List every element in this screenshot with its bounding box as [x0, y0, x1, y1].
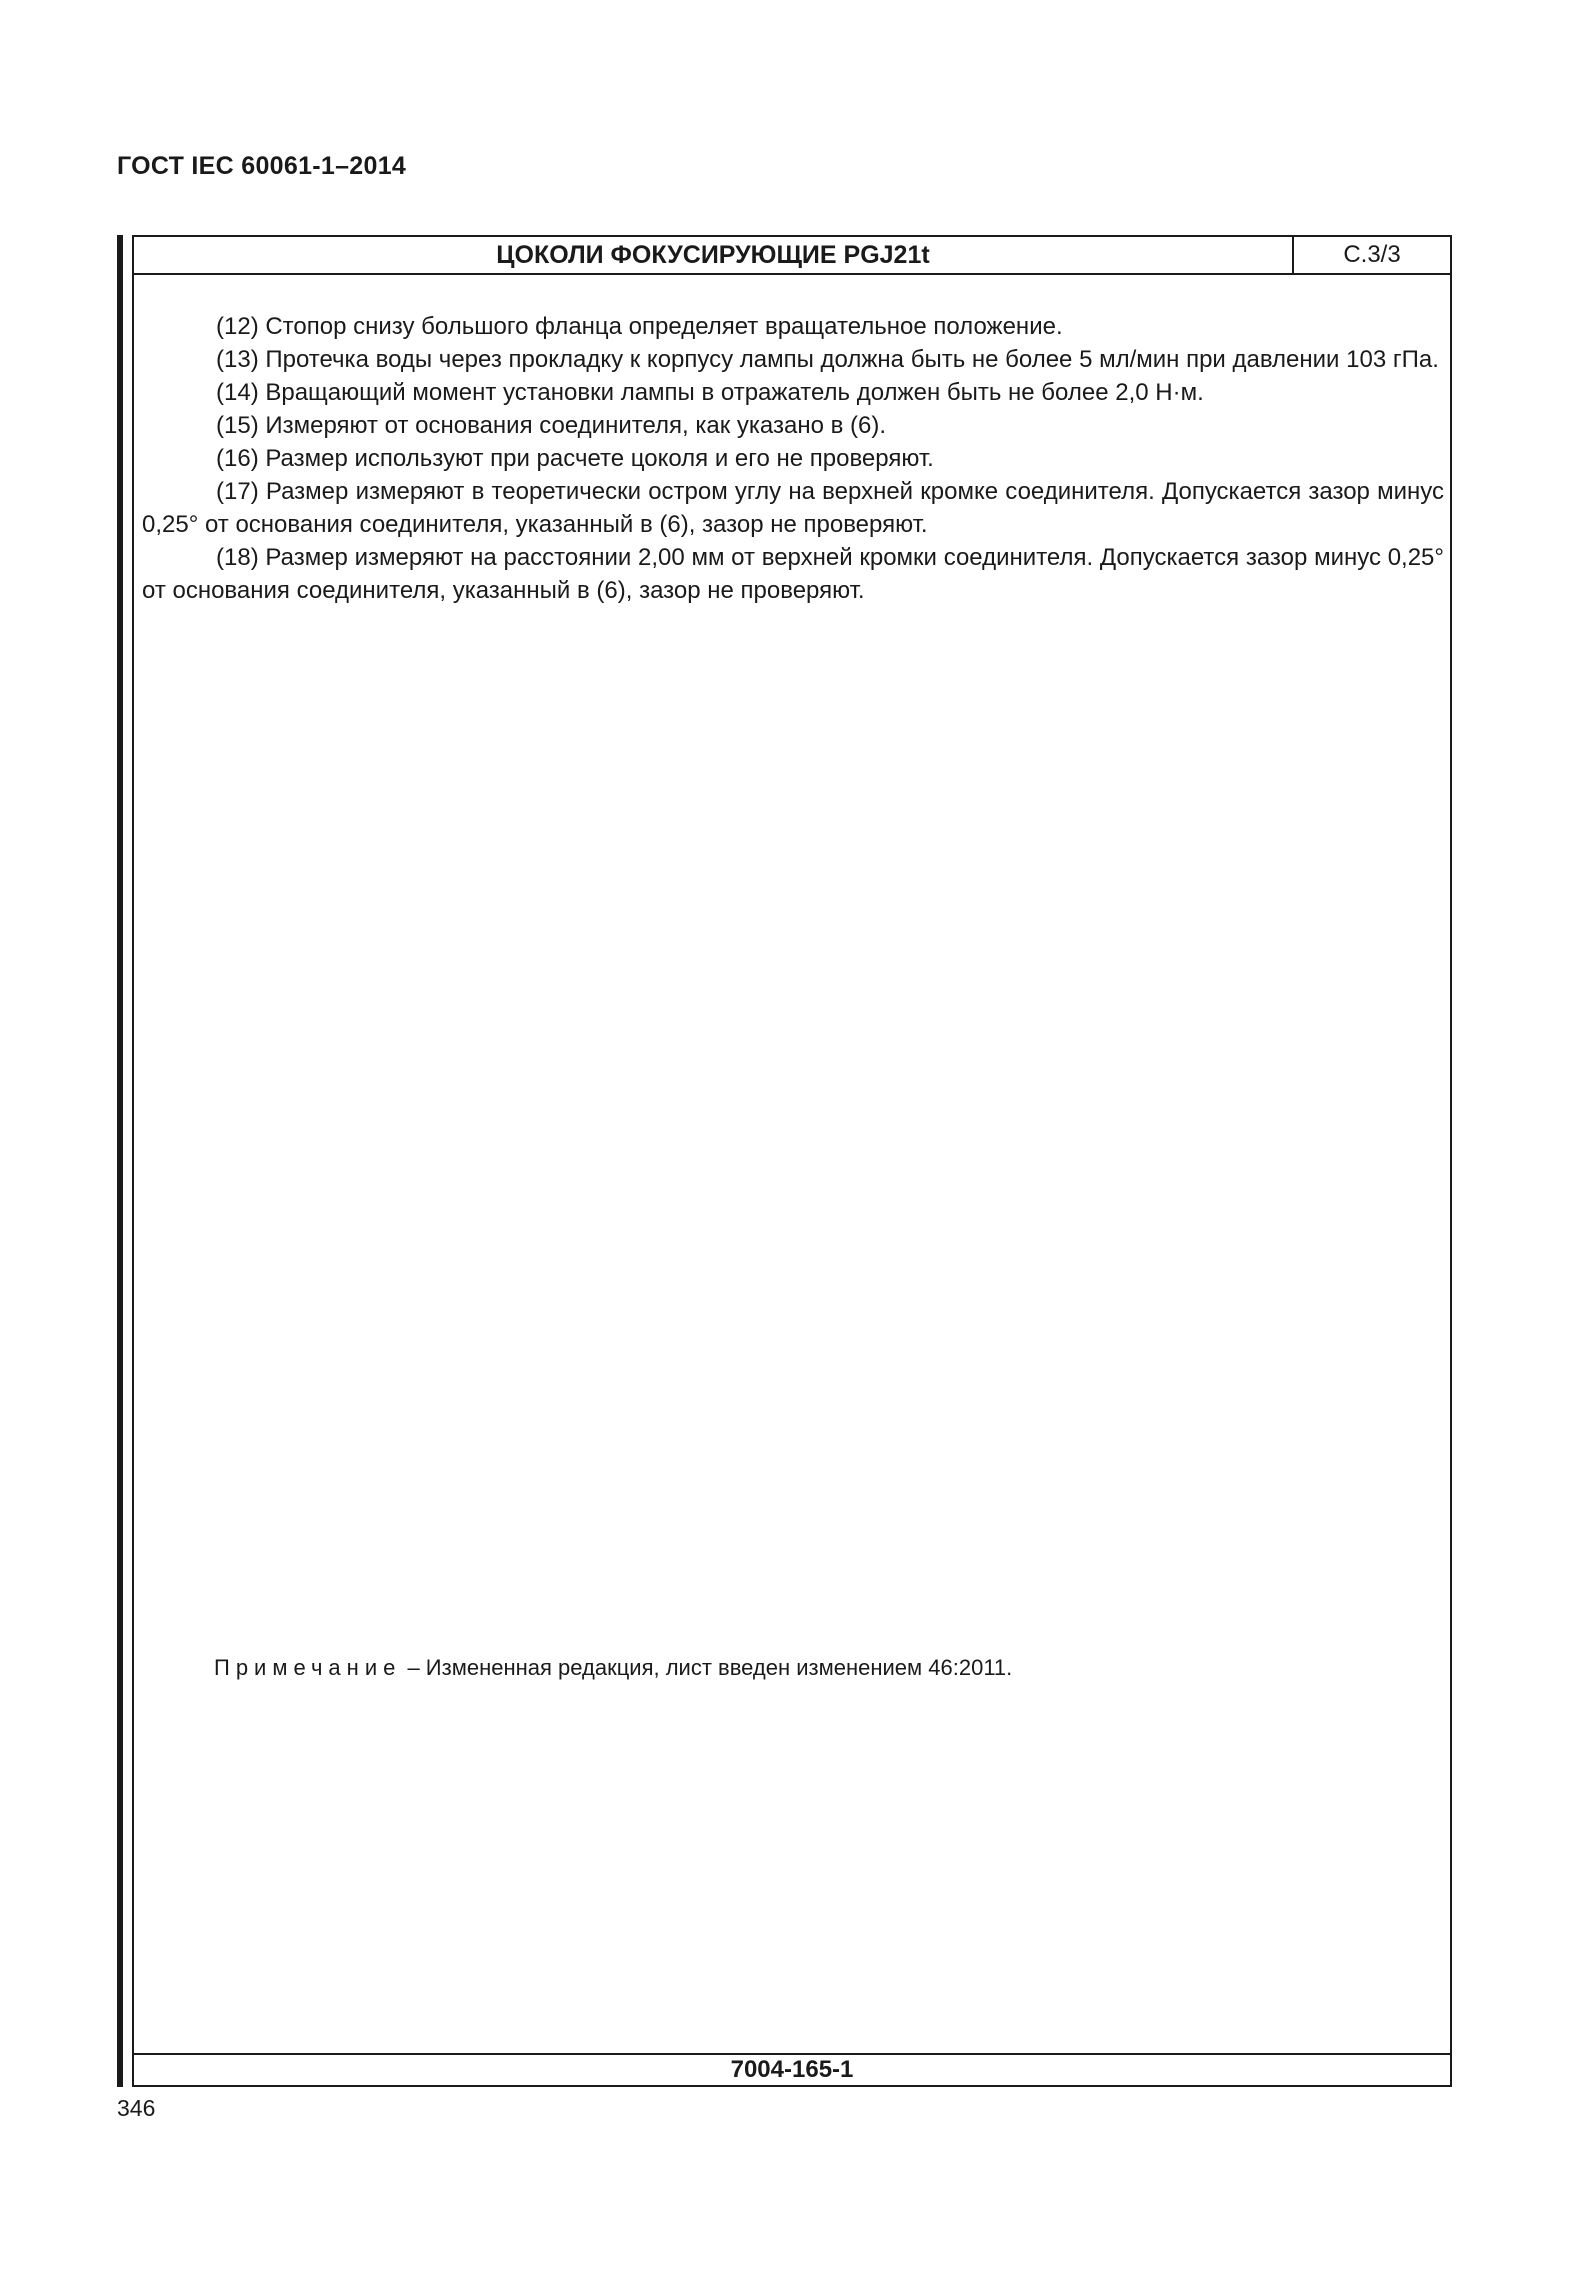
sheet-header: [134, 237, 1450, 275]
remark-text: – Измененная редакция, лист введен изменением 46:2011.: [401, 1655, 1013, 1680]
note-item: (17) Размер измеряют в теоретически остром углу на верхней кромке соединителя. Допускается зазор минус 0,25° от основания соединителя, указанный в (6), зазор не проверяют.: [142, 478, 1444, 538]
margin-bar: [117, 235, 123, 2087]
note-item: (13) Протечка воды через прокладку к корпусу лампы должна быть не более 5 мл/мин при давлении 103 гПа.: [216, 346, 1439, 373]
sheet-title: ЦОКОЛИ ФОКУСИРУЮЩИЕ PGJ21t: [134, 237, 1294, 273]
note-item: (12) Стопор снизу большого фланца определяет вращательное положение.: [216, 313, 1063, 340]
note-item: (15) Измеряют от основания соединителя, как указано в (6).: [216, 412, 887, 439]
sheet-frame: [132, 235, 1452, 2087]
note-item: (14) Вращающий момент установки лампы в отражатель должен быть не более 2,0 Н·м.: [216, 379, 1204, 406]
sheet-number: С.3/3: [1343, 241, 1401, 268]
remark: [214, 1655, 1012, 1681]
notes-list: [142, 310, 1444, 607]
sheet-footer-code: 7004-165-1: [134, 2053, 1450, 2085]
note-item: (18) Размер измеряют на расстоянии 2,00 мм от верхней кромки соединителя. Допускается зазор минус 0,25° от основания соединителя, указанный в (6), зазор не проверяют.: [142, 544, 1444, 604]
document-code: ГОСТ IEC 60061-1–2014: [117, 152, 407, 180]
note-item: (16) Размер используют при расчете цоколя и его не проверяют.: [216, 445, 934, 472]
page-number: 346: [117, 2095, 156, 2121]
remark-label: Примечание: [214, 1655, 402, 1680]
